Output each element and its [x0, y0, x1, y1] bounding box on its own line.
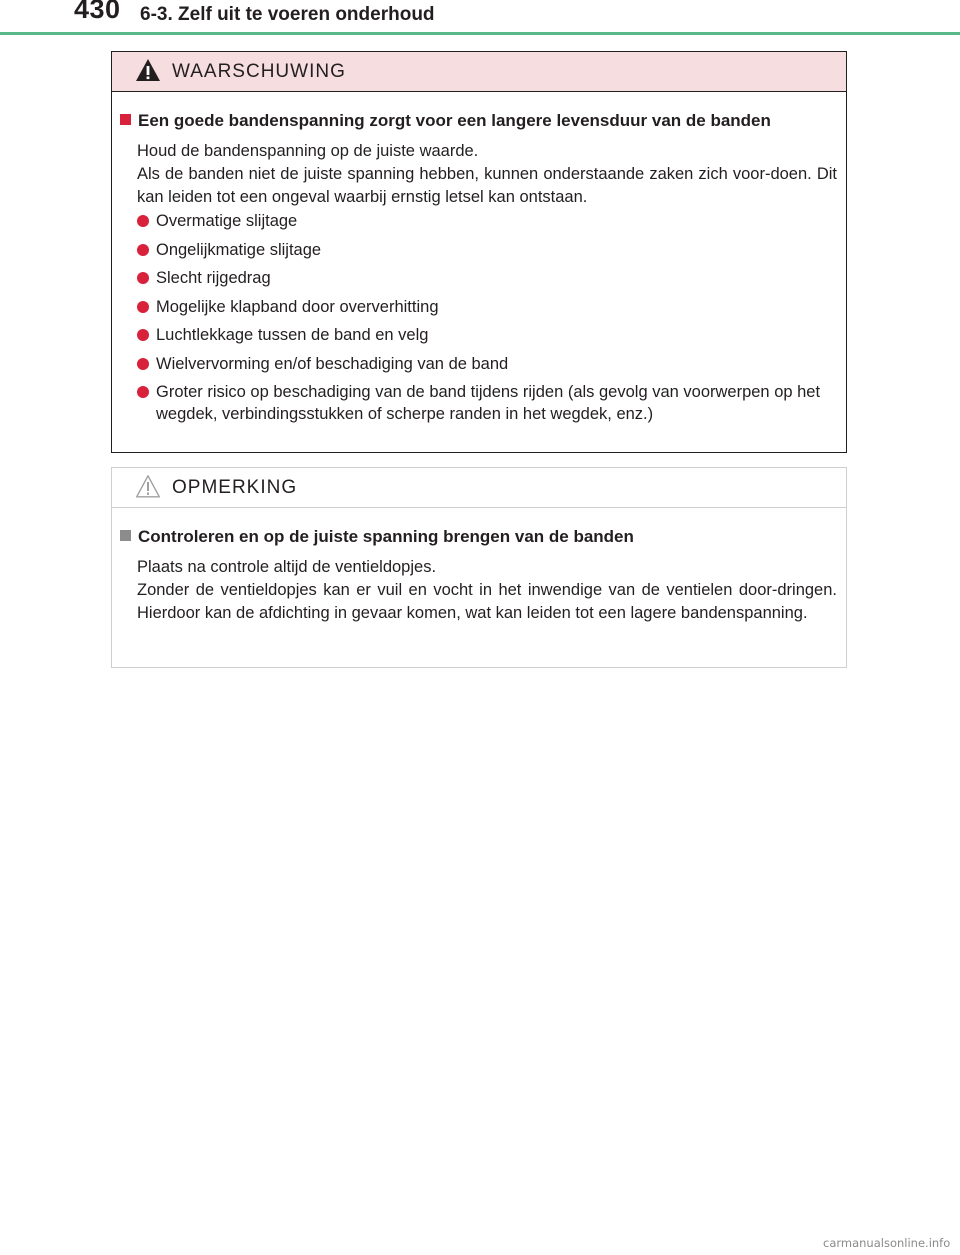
watermark: carmanualsonline.info — [823, 1236, 951, 1250]
header-divider — [0, 32, 960, 35]
list-item — [137, 239, 845, 261]
list-item-text: Overmatige slijtage — [156, 212, 298, 230]
caution-triangle-icon — [135, 474, 161, 498]
notice-section-text: Controleren en op de juiste spanning brengen van de banden — [138, 527, 634, 546]
list-item — [137, 381, 845, 425]
warning-section-text: Een goede bandenspanning zorgt voor een langere levensduur van de banden — [138, 111, 771, 130]
list-item — [137, 324, 845, 346]
warning-bullet-list — [137, 210, 845, 432]
list-item-text: Ongelijkmatige slijtage — [156, 240, 322, 259]
list-item-text: Groter risico op beschadiging van de band tijdens rijden (als gevolg van voorwerpen op het wegdek, verbindingsstukken of scherpe randen in het wegdek, enz.) — [156, 383, 821, 423]
bullet-dot-icon — [137, 386, 149, 398]
notice-line1: Plaats na controle altijd de ventieldopjes. — [137, 558, 437, 576]
warning-title: WAARSCHUWING — [172, 61, 346, 82]
warning-intro-line2: Als de banden niet de juiste spanning hebben, kunnen onderstaande zaken zich voor-doen. Dit kan leiden tot een ongeval waarbij ernstig letsel kan ontstaan. — [137, 165, 837, 206]
square-bullet-icon — [120, 114, 131, 125]
notice-title: OPMERKING — [172, 477, 298, 498]
bullet-dot-icon — [137, 244, 149, 256]
list-item — [137, 267, 845, 289]
warning-intro-line1: Houd de bandenspanning op de juiste waarde. — [137, 142, 479, 160]
notice-header — [112, 468, 846, 508]
bullet-dot-icon — [137, 301, 149, 313]
notice-line2: Zonder de ventieldopjes kan er vuil en vocht in het inwendige van de ventielen door-dringen. Hierdoor kan de afdichting in gevaar komen, wat kan leiden tot een lagere bandenspanning. — [137, 581, 837, 622]
list-item — [137, 296, 845, 318]
page-number: 430 — [74, 0, 121, 24]
chapter-title: 6-3. Zelf uit te voeren onderhoud — [140, 4, 435, 25]
warning-section-title — [120, 111, 771, 131]
bullet-dot-icon — [137, 215, 149, 227]
notice-box — [111, 467, 847, 668]
list-item-text: Mogelijke klapband door oververhitting — [156, 297, 439, 316]
list-item — [137, 210, 845, 232]
warning-header — [112, 52, 846, 92]
warning-box — [111, 51, 847, 453]
list-item — [137, 353, 845, 375]
page-header — [0, 0, 960, 40]
list-item-text: Luchtlekkage tussen de band en velg — [156, 326, 429, 344]
list-item-text: Slecht rijgedrag — [156, 269, 271, 287]
bullet-dot-icon — [137, 329, 149, 341]
bullet-dot-icon — [137, 358, 149, 370]
warning-triangle-icon — [135, 58, 161, 82]
bullet-dot-icon — [137, 272, 149, 284]
list-item-text: Wielvervorming en/of beschadiging van de band — [156, 354, 509, 373]
notice-section-title — [120, 527, 634, 547]
square-bullet-icon — [120, 530, 131, 541]
